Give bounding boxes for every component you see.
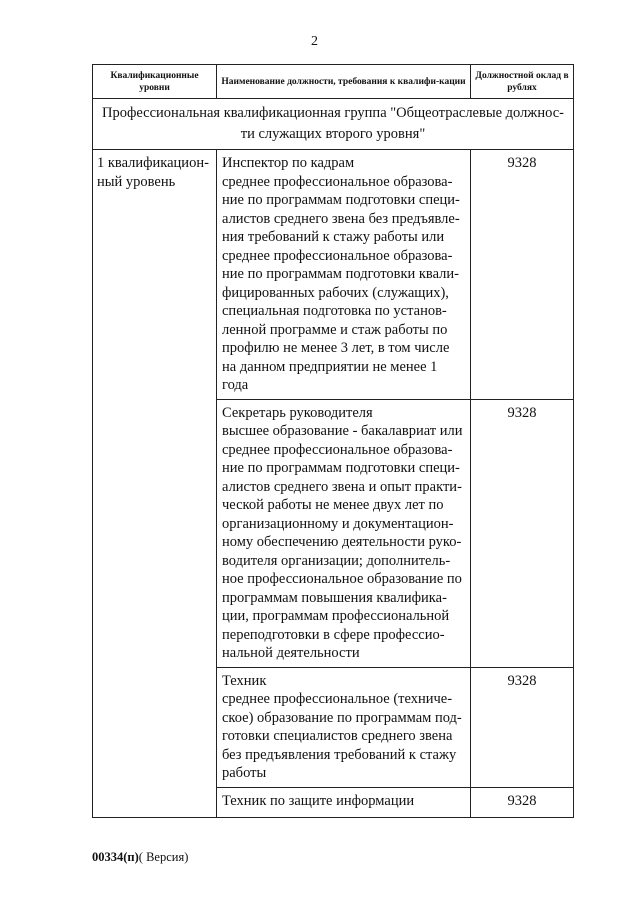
qualification-table — [92, 64, 574, 818]
document-code — [92, 850, 188, 865]
page-number: 2 — [311, 34, 318, 49]
position-secretary: Секретарь руководителя высшее образование - бакалавриат или среднее профессиональное образова- ние по программам подготовки специ- алистов среднего звена и опыт практи- ческой работы не менее двух лет по организационному и документацион- ному обеспечению деятельности руко- водителя организации; дополнитель- ное профессиональное образование по программам повышения квалифика- ции, программам профессиональной переподготовки в сфере профессио- нальной деятельности — [217, 399, 471, 667]
group-title-row — [93, 99, 574, 150]
document-version: ( Версия) — [138, 850, 189, 864]
table-row — [93, 150, 574, 400]
salary-inspector: 9328 — [471, 150, 574, 400]
position-inspector: Инспектор по кадрам среднее профессиональное образова- ние по программам подготовки специ- алистов среднего звена без предъявле- ния требований к стажу работы или среднее профессиональное образова- ние по программам подготовки квали- фицированных рабочих (служащих), специальная подготовка по установ- ленной программе и стаж работы по профилю не менее 3 лет, в том числе на данном предприятии не менее 1 года — [217, 150, 471, 400]
salary-technician: 9328 — [471, 667, 574, 787]
table-header-row — [93, 65, 574, 99]
header-salary: Должностной оклад в рублях — [471, 65, 574, 99]
qualification-level: 1 квалификацион- ный уровень — [93, 150, 217, 818]
salary-infosec-technician: 9328 — [471, 787, 574, 817]
position-infosec-technician: Техник по защите информации — [217, 787, 471, 817]
header-position: Наименование должности, требования к квалифи-кации — [217, 65, 471, 99]
header-levels: Квалификационные уровни — [93, 65, 217, 99]
document-number: 00334(п) — [92, 850, 139, 864]
salary-secretary: 9328 — [471, 399, 574, 667]
position-technician: Техник среднее профессиональное (техниче- ское) образование по программам под- готовки специалистов среднего звена без предъявления требований к стажу работы — [217, 667, 471, 787]
group-title: Профессиональная квалификационная группа "Общеотраслевые должнос-ти служащих второго уровня" — [93, 99, 574, 150]
